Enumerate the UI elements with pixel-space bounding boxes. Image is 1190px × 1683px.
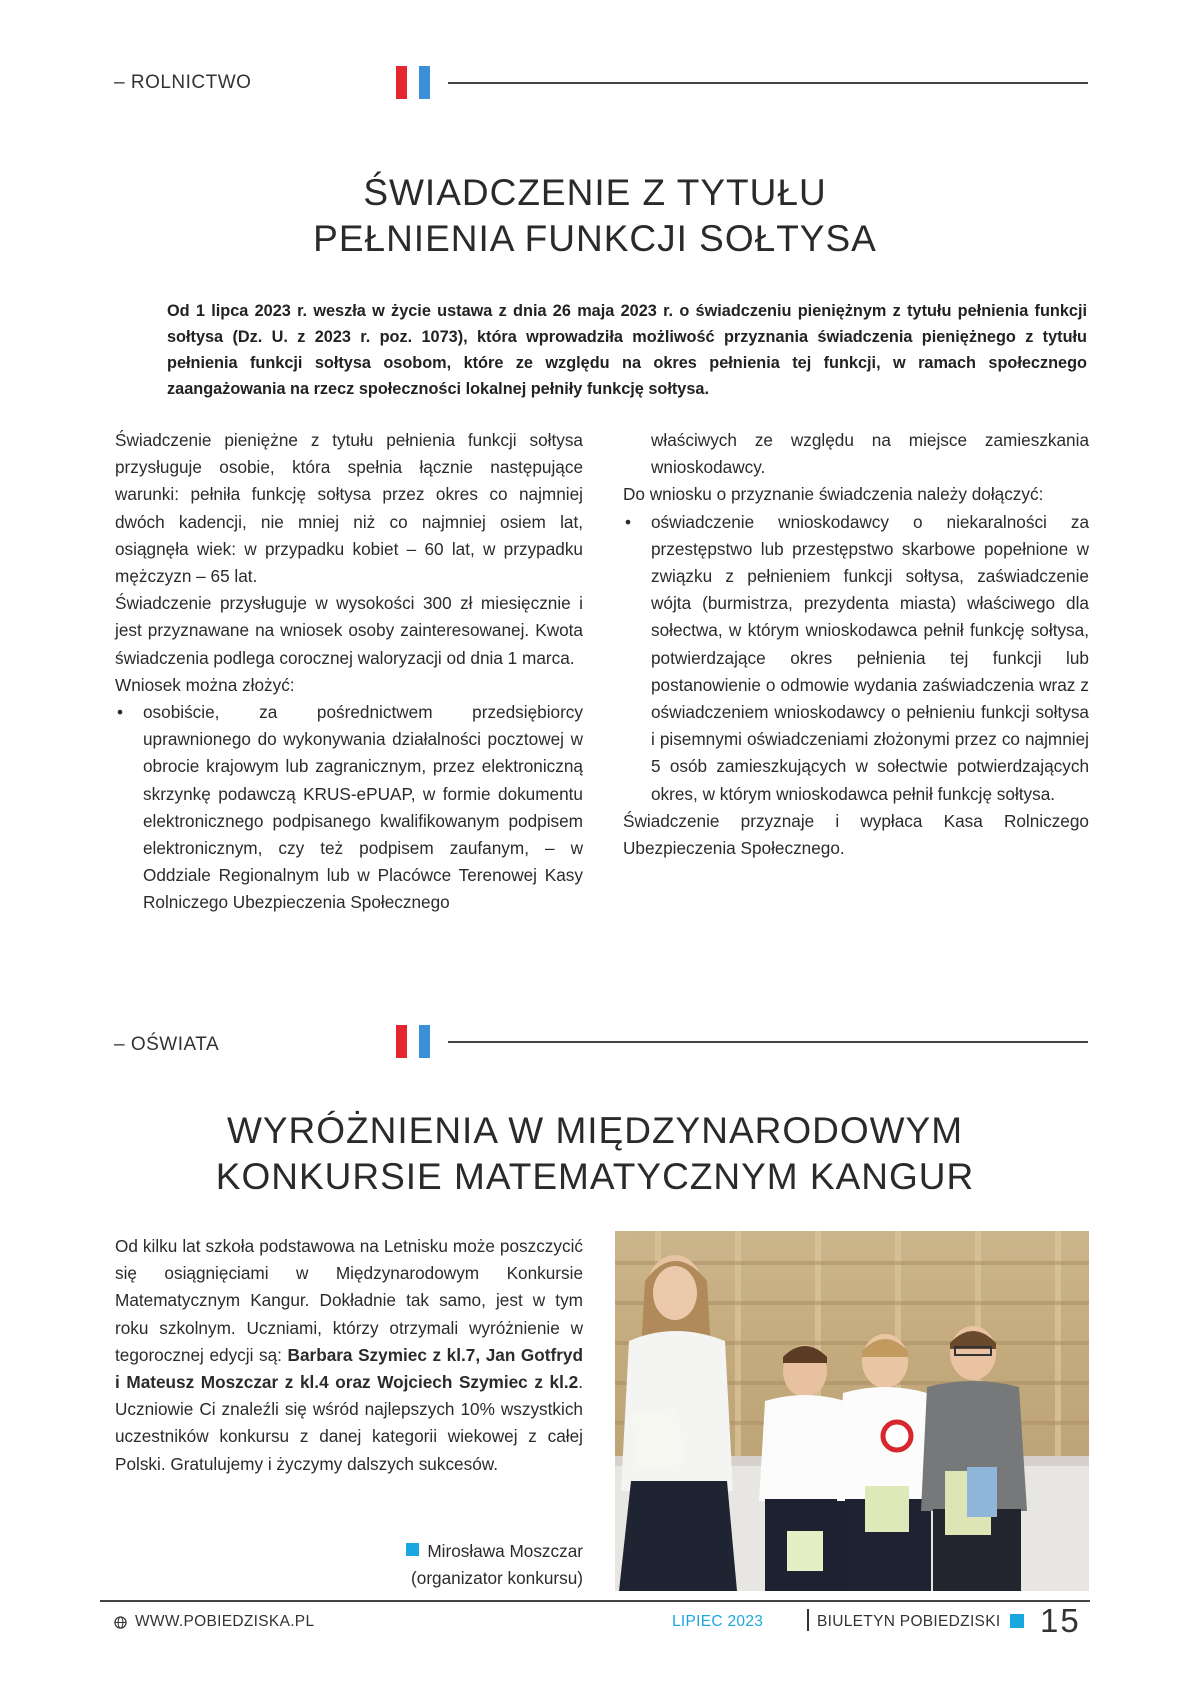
text-run: . Uczniowie Ci znaleźli się wśród najlepszych 10% wszystkich uczestników konkursu z danej kategorii wiekowej z całej Polski. Gratulujemy i życzymy dalszych sukcesów. xyxy=(115,1372,583,1474)
section-label-rolnictwo: – ROLNICTWO xyxy=(114,72,252,93)
footer-website[interactable] xyxy=(114,1613,314,1631)
paragraph: Do wniosku o przyznanie świadczenia należy dołączyć: xyxy=(623,484,1044,505)
text-run: Od kilku lat szkoła podstawowa na Letnisku może poszczycić się osiągnięciami w Międzynarodowym Konkursie Matematycznym Kangur. Dokładnie tak samo, jest w tym roku szkolnym. Uczniami, którzy otrzymali wyróżnienie w tegorocznej edycji są: xyxy=(115,1236,583,1365)
page-number: 15 xyxy=(1040,1602,1081,1639)
paragraph-continuation: właściwych ze względu na miejsce zamieszkania wnioskodawcy. xyxy=(651,430,1089,478)
bullet-list xyxy=(623,509,1089,808)
footer-rule xyxy=(100,1600,1090,1602)
author-signature xyxy=(380,1538,583,1592)
title-line: ŚWIADCZENIE Z TYTUŁU xyxy=(363,172,827,213)
globe-icon xyxy=(114,1616,127,1629)
author-name-line xyxy=(380,1538,583,1565)
bullet-list xyxy=(115,699,583,917)
footer-publication: BIULETYN POBIEDZISKI xyxy=(817,1613,1001,1630)
section-label-oswiata: – OŚWIATA xyxy=(114,1034,220,1055)
students-photo xyxy=(615,1231,1089,1591)
article-title-soltys xyxy=(0,170,1190,262)
title-line: WYRÓŻNIENIA W MIĘDZYNARODOWYM xyxy=(226,1110,964,1151)
title-line: KONKURSIE MATEMATYCZNYM KANGUR xyxy=(215,1156,975,1197)
article-title-kangur xyxy=(0,1108,1190,1200)
footer-square-icon xyxy=(1010,1614,1024,1628)
author-name: Mirosława Moszczar xyxy=(427,1541,583,1561)
section-rule xyxy=(448,82,1088,84)
list-item: • oświadczenie wnioskodawcy o niekaralności za przestępstwo lub przestępstwo skarbowe popełnione w związku z pełnieniem funkcji sołtysa, zaświadczenie wójta (burmistrza, prezydenta miasta) właściwego dla sołectwa, w którym wnioskodawca pełnił funkcję sołtysa, potwierdzające okres pełnienia tej funkcji lub postanowienie o odmowie wydania zaświadczenia wraz z oświadczeniem wnioskodawcy o pełnieniu funkcji sołtysa i pisemnymi oświadczeniami złożonymi przez co najmniej 5 osób zamieszkujących w sołectwie potwierdzających okres, w którym wnioskodawca pełnił funkcję sołtysa. xyxy=(623,509,1089,808)
website-url: WWW.POBIEDZISKA.PL xyxy=(135,1613,315,1630)
right-column xyxy=(623,427,1089,862)
paragraph: Świadczenie przysługuje w wysokości 300 zł miesięcznie i jest przyznawane na wniosek osoby zainteresowanej. Kwota świadczenia podlega corocznej waloryzacji od dnia 1 marca. xyxy=(115,593,583,668)
flag-red-bar xyxy=(396,1025,407,1058)
paragraph: Świadczenie pieniężne z tytułu pełnienia funkcji sołtysa przysługuje osobie, która spełnia łącznie następujące warunki: pełniła funkcję sołtysa przez okres co najmniej dwóch kadencji, nie mniej niż co najmniej osiem lat, osiągnęła wiek: w przypadku kobiet – 60 lat, w przypadku mężczyzn – 65 lat. xyxy=(115,430,583,587)
paragraph xyxy=(115,1233,583,1478)
footer-date: LIPIEC 2023 xyxy=(672,1613,764,1630)
title-line: PEŁNIENIA FUNKCJI SOŁTYSA xyxy=(313,218,877,259)
kangur-text xyxy=(115,1233,583,1478)
list-item: • osobiście, za pośrednictwem przedsiębiorcy uprawnionego do wykonywania działalności pocztowej w obrocie krajowym lub zagranicznym, przez elektroniczną skrzynkę podawczą KRUS-ePUAP, w formie dokumentu elektronicznego podpisanego kwalifikowanym podpisem elektronicznym, czy też podpisem zaufanym, – w Oddziale Regionalnym lub w Placówce Terenowej Kasy Rolniczego Ubezpieczenia Społecznego xyxy=(115,699,583,917)
flag-blue-bar xyxy=(419,1025,430,1058)
paragraph: Świadczenie przyznaje i wypłaca Kasa Rolniczego Ubezpieczenia Społecznego. xyxy=(623,810,1089,859)
left-column xyxy=(115,427,583,917)
section-rule xyxy=(448,1041,1088,1043)
author-role: (organizator konkursu) xyxy=(411,1568,583,1588)
flag-blue-bar xyxy=(419,66,430,99)
paragraph: Wniosek można złożyć: xyxy=(115,674,295,695)
winners-list: Barbara Szymiec z kl.7, Jan Gotfryd i Mateusz Moszczar z kl.4 oraz Wojciech Szymiec z kl.2 xyxy=(115,1344,583,1393)
square-bullet-icon xyxy=(406,1543,419,1556)
footer-divider xyxy=(807,1609,809,1631)
article-lead: Od 1 lipca 2023 r. weszła w życie ustawa z dnia 26 maja 2023 r. o świadczeniu pieniężnym z tytułu pełnienia funkcji sołtysa (Dz. U. z 2023 r. poz. 1073), która wprowadziła możliwość przyznania świadczenia pieniężnego z tytułu pełnienia funkcji sołtysa osobom, które ze względu na okres pełnienia tej funkcji, w ramach społecznego zaangażowania na rzecz społeczności lokalnej pełniły funkcję sołtysa. xyxy=(167,302,1087,398)
flag-red-bar xyxy=(396,66,407,99)
students-photo-illustration xyxy=(615,1231,1089,1591)
